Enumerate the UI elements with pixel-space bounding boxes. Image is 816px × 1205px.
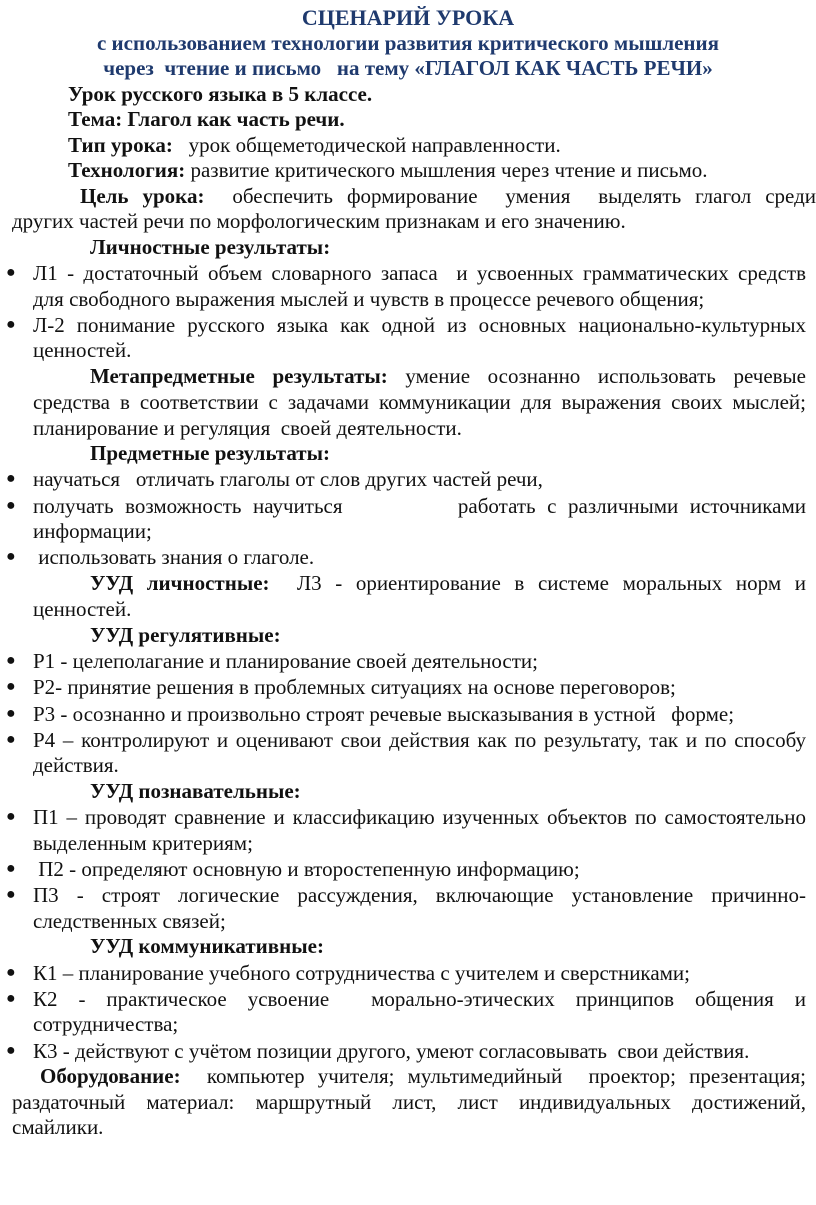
text-line: [0, 415, 816, 441]
text-span: ценностей.: [33, 597, 132, 622]
text-span: других частей речи по морфологическим признакам и его значению.: [12, 209, 626, 233]
bold-label: с использованием технологии развития критического мышления: [96, 30, 719, 55]
bullet-item: [0, 260, 816, 286]
text-span: получать возможность научиться работать с различными источниками: [33, 493, 806, 518]
text-line: [0, 1064, 816, 1090]
text-line: [0, 389, 816, 415]
bold-label: Тип урока:: [68, 132, 173, 157]
lesson-plan-document: [0, 5, 816, 1141]
bullet-item: [0, 986, 816, 1012]
title-line: [0, 31, 816, 57]
text-span: П1 – проводят сравнение и классификацию изученных объектов по самостоятельно: [33, 805, 806, 830]
bullet-icon: ●: [6, 652, 16, 670]
text-line: [0, 107, 816, 133]
bullet-icon: ●: [6, 808, 16, 826]
text-span: развитие критического мышления через чтение и письмо.: [185, 158, 708, 182]
text-line: [0, 133, 816, 159]
text-line: [0, 158, 816, 184]
bullet-icon: ●: [6, 315, 16, 333]
bold-label: УУД познавательные:: [90, 778, 301, 803]
bold-label: СЦЕНАРИЙ УРОКА: [301, 5, 515, 30]
text-span: обеспечить формирование умения выделять глагол среди: [204, 183, 816, 208]
text-span: урок общеметодической направленности.: [172, 132, 561, 157]
text-line: [0, 623, 816, 649]
bullet-item: [0, 674, 816, 700]
text-span: раздаточный материал: маршрутный лист, лист индивидуальных достижений,: [12, 1089, 806, 1114]
text-line: [0, 441, 816, 467]
text-span: Л1 - достаточный объем словарного запаса и усвоенных грамматических средств: [33, 261, 806, 285]
bullet-item: [0, 856, 816, 882]
bold-label: Личностные результаты:: [90, 234, 331, 259]
text-span: Р1 - целеполагание и планирование своей деятельности;: [33, 649, 538, 674]
text-line: [0, 934, 816, 960]
text-span: сотрудничества;: [33, 1012, 179, 1037]
bullet-icon: ●: [6, 989, 16, 1007]
text-line: [0, 1115, 816, 1141]
bold-label: Цель урока:: [80, 183, 205, 208]
text-line: [0, 209, 816, 235]
text-span: действия.: [33, 753, 119, 778]
text-line: [0, 596, 816, 622]
bold-label: Метапредметные результаты:: [90, 363, 388, 388]
bullet-item: [0, 1038, 816, 1064]
bullet-icon: ●: [6, 963, 16, 981]
text-line: [0, 364, 816, 390]
text-span: П3 - строят логические рассуждения, включающие установление причинно-: [33, 883, 806, 908]
text-line: [0, 1090, 816, 1116]
title-line: [0, 5, 816, 31]
bullet-icon: ●: [6, 264, 16, 281]
bullet-icon: ●: [6, 496, 16, 514]
text-span: Р3 - осознанно и произвольно строят речевые высказывания в устной форме;: [33, 701, 735, 726]
bullet-icon: ●: [6, 548, 16, 566]
bullet-icon: ●: [6, 730, 16, 748]
text-line: [0, 337, 816, 363]
text-line: [0, 1011, 816, 1037]
text-span: компьютер учителя; мультимедийный проектор; презентация;: [180, 1064, 806, 1089]
bullet-item: [0, 960, 816, 986]
text-span: П2 - определяют основную и второстепенную информацию;: [33, 857, 580, 882]
text-line: [0, 752, 816, 778]
text-span: К3 - действуют с учётом позиции другого, умеют согласовывать свои действия.: [33, 1038, 750, 1063]
bullet-item: [0, 701, 816, 727]
bullet-item: [0, 727, 816, 753]
text-span: ценностей.: [33, 338, 132, 363]
text-span: Р2- принятие решения в проблемных ситуациях на основе переговоров;: [33, 675, 676, 700]
bullet-icon: ●: [6, 860, 16, 878]
text-span: планирование и регуляция своей деятельности.: [33, 415, 462, 440]
text-span: информации;: [33, 519, 152, 544]
bullet-item: [0, 882, 816, 908]
bold-label: Технология:: [68, 158, 186, 182]
bullet-icon: ●: [6, 678, 16, 696]
text-span: смайлики.: [12, 1115, 104, 1140]
text-line: [0, 908, 816, 934]
text-span: К1 – планирование учебного сотрудничества с учителем и сверстниками;: [33, 960, 690, 985]
text-span: для свободного выражения мыслей и чувств в процессе речевого общения;: [33, 286, 705, 311]
text-span: К2 - практическое усвоение морально-этических принципов общения и: [33, 986, 806, 1011]
text-line: [0, 82, 816, 108]
bullet-item: [0, 493, 816, 519]
bold-label: УУД коммуникативные:: [90, 934, 324, 959]
bold-label: УУД регулятивные:: [90, 622, 281, 647]
text-line: [0, 184, 816, 210]
bullet-item: [0, 544, 816, 570]
text-span: следственных связей;: [33, 908, 226, 933]
text-span: Л3 - ориентирование в системе моральных норм и: [269, 570, 806, 595]
text-line: [0, 830, 816, 856]
text-line: [0, 286, 816, 312]
bullet-icon: ●: [6, 704, 16, 722]
bold-label: УУД личностные:: [90, 570, 270, 595]
bullet-item: [0, 804, 816, 830]
text-span: Р4 – контролируют и оценивают свои действия как по результату, так и по способу: [33, 727, 806, 752]
bold-label: Предметные результаты:: [90, 440, 330, 465]
bullet-icon: ●: [6, 470, 16, 488]
text-line: [0, 571, 816, 597]
title-line: [0, 56, 816, 82]
text-span: умение осознанно использовать речевые: [387, 363, 806, 388]
bullet-item: [0, 648, 816, 674]
text-span: средства в соответствии с задачами коммуникации для выражения своих мыслей;: [33, 390, 806, 415]
text-line: [0, 518, 816, 544]
bold-label: Урок русского языка в 5 классе.: [68, 81, 373, 106]
text-span: научаться отличать глаголы от слов других частей речи,: [33, 467, 543, 492]
text-span: использовать знания о глаголе.: [33, 545, 315, 570]
bullet-icon: ●: [6, 1041, 16, 1059]
bold-label: Тема: Глагол как часть речи.: [68, 107, 345, 131]
text-line: [0, 235, 816, 261]
text-line: [0, 779, 816, 805]
bullet-icon: ●: [6, 886, 16, 904]
bullet-item: [0, 312, 816, 338]
bold-label: через чтение и письмо на тему «ГЛАГОЛ КАК ЧАСТЬ РЕЧИ»: [103, 56, 713, 80]
text-span: выделенным критериям;: [33, 830, 253, 855]
text-span: Л-2 понимание русского языка как одной из основных национально-культурных: [33, 312, 806, 337]
bold-label: Оборудование:: [40, 1064, 181, 1089]
bullet-item: [0, 466, 816, 492]
